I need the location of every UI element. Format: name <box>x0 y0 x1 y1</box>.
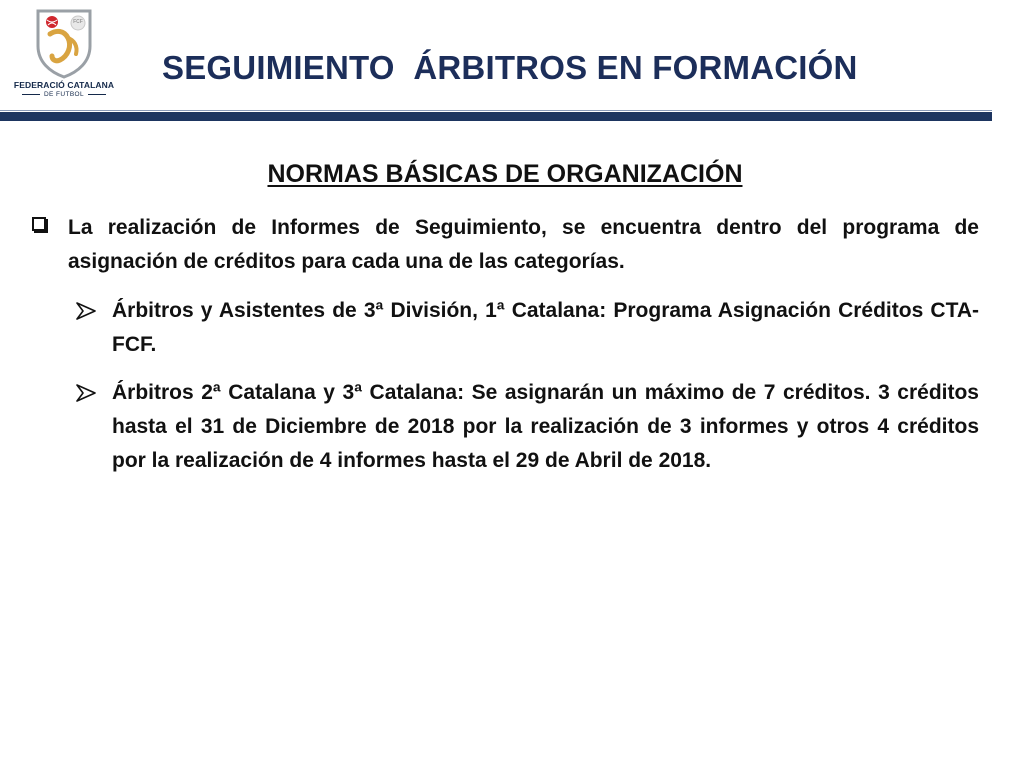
logo-badge-text: FCF <box>73 19 83 25</box>
section-heading: NORMAS BÁSICAS DE ORGANIZACIÓN <box>267 160 743 188</box>
checkbox-bullet-icon <box>32 217 46 231</box>
list-item: Árbitros 2ª Catalana y 3ª Catalana: Se asignarán un máximo de 7 créditos. 3 créditos hasta el 31 de Diciembre de 2018 por la realización de 3 informes y otros 4 créditos por la realización de 4 informes hasta el 29 de Abril de 2018. <box>112 381 979 472</box>
logo-subtitle: DE FUTBOL <box>12 91 116 98</box>
page-title: SEGUIMIENTO ÁRBITROS EN FORMACIÓN <box>162 49 858 86</box>
header-divider-thin <box>0 110 992 111</box>
arrowhead-bullet-icon <box>76 302 96 320</box>
fcf-crest-icon <box>12 8 116 80</box>
fcf-logo <box>12 8 116 104</box>
list-item: Árbitros y Asistentes de 3ª División, 1ª Catalana: Programa Asignación Créditos CTA-FCF. <box>112 299 979 356</box>
main-paragraph: La realización de Informes de Seguimiento, se encuentra dentro del programa de asignación de créditos para cada una de las categorías. <box>68 216 979 273</box>
logo-name: FEDERACIÓ CATALANA <box>13 80 115 90</box>
header-divider <box>0 112 992 121</box>
arrowhead-bullet-icon <box>76 384 96 402</box>
